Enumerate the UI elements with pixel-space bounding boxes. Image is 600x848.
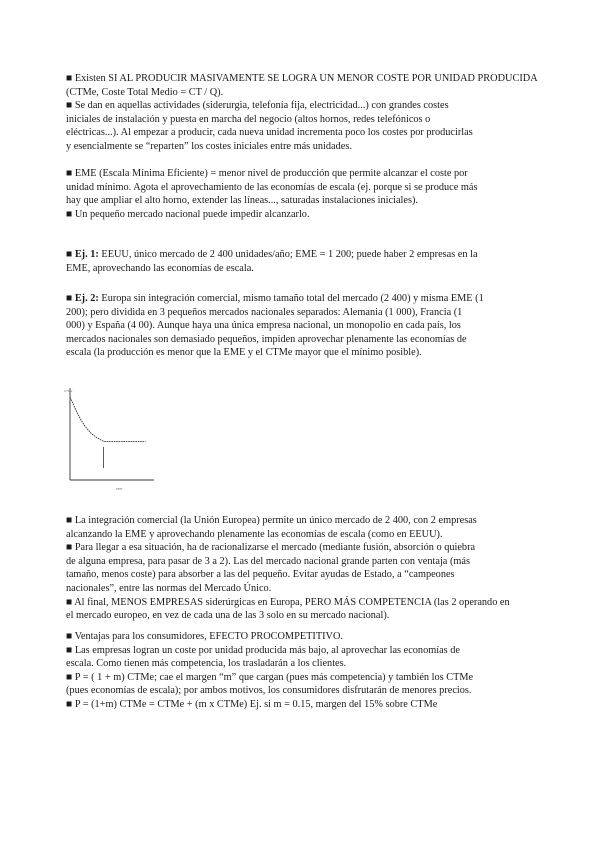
- bullet-icon: ■: [66, 671, 73, 683]
- bullet-icon: ■: [66, 168, 73, 179]
- paragraph-economies-of-scale: [66, 72, 540, 154]
- text-line: ■ P = ( 1 + m) CTMe; cae el margen “m” que cargan (pues más competencia) y también los CTMe: [66, 671, 474, 683]
- bullet-icon: ■: [66, 596, 73, 608]
- text-line: ■ Ej. 1: EEUU, único mercado de 2 400 unidades/año; EME = 1 200; puede haber 2 empresas en la: [66, 249, 478, 260]
- text-line: de alguna empresa, para pasar de 3 a 2). Las del mercado nacional grande parten con ventaja (más: [66, 555, 470, 567]
- bullet-icon: ■: [66, 542, 73, 554]
- text-line: escala (la producción es menor que la EME y el CTMe mayor que el mínimo posible).: [66, 347, 422, 359]
- text-line: 200); pero dividida en 3 pequeños mercados nacionales separados: Alemania (1 000), Francia (1: [66, 306, 463, 318]
- paragraph-example-2: [66, 292, 540, 360]
- text-line: ■ P = (1+m) CTMe = CTMe + (m x CTMe) Ej. si m = 0.15, margen del 15% sobre CTMe: [66, 698, 438, 710]
- bullet-icon: ■: [66, 515, 73, 526]
- text-line: ■ Para llegar a esa situación, ha de racionalizarse el mercado (mediante fusión, absorción o quiebra: [66, 542, 476, 554]
- x-axis-label: EME: [116, 487, 123, 491]
- cost-curve-line: [70, 397, 146, 441]
- text-line: (pues economías de escala); por ambos motivos, los consumidores disfrutarán de menores precios.: [66, 685, 472, 697]
- text-line: EME, aprovechando las economías de escala.: [66, 262, 254, 274]
- bullet-icon: ■: [66, 698, 73, 710]
- text-line: ■ EME (Escala Mínima Eficiente) = menor nivel de producción que permite alcanzar el coste por: [66, 168, 468, 179]
- y-axis-label: CTMe: [64, 389, 73, 393]
- text-line: ■ La integración comercial (la Unión Europea) permite un único mercado de 2 400, con 2 empresas: [66, 515, 477, 526]
- text-line: ■ Las empresas logran un coste por unidad producida más bajo, al aprovechar las economías de: [66, 644, 460, 656]
- paragraph-consumer-benefits: [66, 630, 540, 712]
- text-line: 000) y España (4 00). Aunque haya una única empresa nacional, un monopolio en cada país, los: [66, 320, 461, 332]
- cost-curve-chart: [62, 384, 158, 496]
- bullet-icon: ■: [66, 100, 73, 112]
- text-line: iniciales de instalación y puesta en marcha del negocio (altos hornos, redes telefónicos o: [66, 113, 431, 125]
- text-line: (CTMe, Coste Total Medio = CT / Q).: [66, 86, 224, 98]
- bullet-icon: ■: [66, 644, 73, 656]
- text-line: escala. Como tienen más competencia, los trasladarán a los clientes.: [66, 658, 347, 670]
- text-line: ■ Se dan en aquellas actividades (siderurgia, telefonía fija, electricidad...) con grandes costes: [66, 100, 449, 112]
- text-line: ■ Ej. 2: Europa sin integración comercial, mismo tamaño total del mercado (2 400) y misma EME (1: [66, 293, 484, 304]
- text-line: eléctricas...). Al empezar a producir, cada nueva unidad incrementa poco los costes por producirlas: [66, 127, 473, 139]
- bullet-icon: ■: [66, 631, 73, 642]
- bullet-icon: ■: [66, 208, 73, 220]
- paragraph-eme: [66, 167, 540, 221]
- text-line: hay que ampliar el alto horno, extender las líneas..., saturadas instalaciones iniciales).: [66, 195, 418, 207]
- bullet-icon: ■: [66, 249, 73, 260]
- bullet-icon: ■: [66, 293, 73, 304]
- text-line: mercados nacionales son demasiado pequeños, impiden aprovechar plenamente las economías de: [66, 333, 467, 345]
- text-line: ■ Ventajas para los consumidores, EFECTO PROCOMPETITIVO.: [66, 631, 343, 642]
- text-line: ■ Al final, MENOS EMPRESAS siderúrgicas en Europa, PERO MÁS COMPETENCIA (las 2 operando en: [66, 596, 510, 608]
- text-line: el mercado europeo, en vez de cada una de las 3 solo en su mercado nacional).: [66, 610, 390, 622]
- text-line: ■ Un pequeño mercado nacional puede impedir alcanzarlo.: [66, 208, 310, 220]
- paragraph-integration: [66, 514, 540, 623]
- paragraph-example-1: [66, 248, 540, 275]
- example-label: Ej. 1:: [74, 249, 99, 260]
- text-line: unidad mínimo. Agota el aprovechamiento de las economías de escala (ej. porque si se produce más: [66, 181, 478, 193]
- text-line: ■ Existen SI AL PRODUCIR MASIVAMENTE SE LOGRA UN MENOR COSTE POR UNIDAD PRODUCIDA: [66, 73, 538, 84]
- bullet-icon: ■: [66, 73, 73, 84]
- example-label: Ej. 2:: [74, 293, 99, 304]
- text-line: y esencialmente se “reparten” los costes iniciales entre más unidades.: [66, 140, 352, 152]
- text-line: nacionales”, entre las normas del Mercado Único.: [66, 582, 272, 594]
- text-line: tamaño, menos coste) para absorber a las del pequeño. Evitar ayudas de Estado, a “campeones: [66, 569, 455, 581]
- text-line: alcanzando la EME y aprovechando plenamente las economías de escala (como en EEUU).: [66, 528, 443, 540]
- cost-curve-svg: [62, 384, 158, 496]
